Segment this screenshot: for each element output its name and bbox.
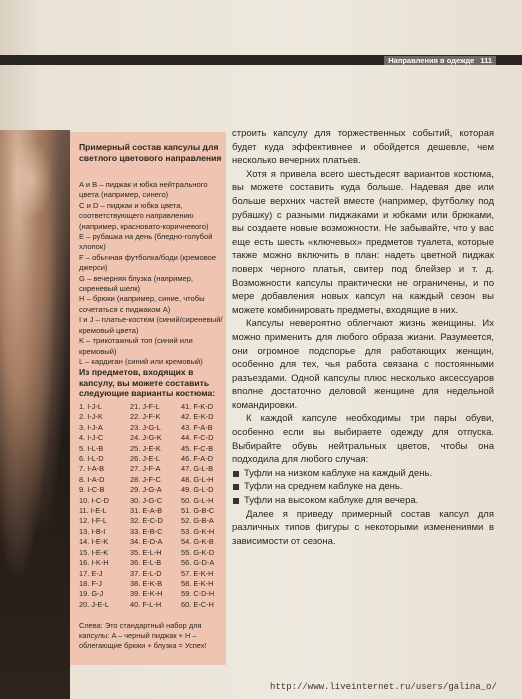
combo-item: 53. G-K-H (181, 526, 215, 536)
combo-item: 40. F-L-H (130, 599, 162, 609)
main-text-column (232, 127, 494, 548)
combo-item: 27. J-F-A (130, 464, 161, 474)
combo-item: 39. E-K-H (130, 589, 163, 599)
list-item: Туфли на среднем каблуке на день. (232, 480, 494, 494)
combo-item: 25. J-E-K (130, 443, 161, 453)
combos-grid (79, 402, 229, 610)
photo-caption: Слева: Это стандартный набор для капсулы: A – черный пиджак + H – облегающие брюки + блузка = Успех! (79, 621, 207, 650)
combo-item: 26. J-E-L (130, 454, 160, 464)
combo-item: 28. J-F-C (130, 474, 161, 484)
header-section: Направления в одежде (388, 56, 475, 65)
combo-item: 12. I-F-L (79, 516, 107, 526)
paragraph: К каждой капсуле необходимы три пары обуви, особенно если вы выбираете одежду для отпуска. Выбирайте обувь нейтральных цветов, чтобы она подходила для любого случая: (232, 413, 494, 466)
capsule-item: I и J – платье-костюм (синий/сиреневый/кремовый цвета) (79, 315, 223, 335)
combo-item: 14. I-E-K (79, 537, 109, 547)
combo-item: 45. F-C-B (181, 443, 214, 453)
combo-item: 9. I-C-B (79, 485, 105, 495)
combo-item: 36. E-L-B (130, 558, 162, 568)
page-number: 111 (480, 56, 492, 65)
combo-item: 11. I-E-L (79, 506, 107, 516)
combo-item: 59. C-D-H (181, 589, 215, 599)
capsule-item: L – кардиган (синий или кремовый) (79, 356, 203, 366)
combo-item: 5. I-L-B (79, 443, 104, 453)
combo-item: 33. E-B-C (130, 526, 163, 536)
watermark-url[interactable]: http://www.liveinternet.ru/users/galina_o/ (270, 682, 497, 692)
capsule-items-list (79, 180, 225, 367)
list-item: Туфли на низком каблуке на каждый день. (232, 467, 494, 481)
combo-item: 23. J-G-L (130, 422, 161, 432)
combo-item: 17. E-J (79, 568, 103, 578)
combo-item: 38. E-K-B (130, 578, 163, 588)
model-photo (0, 130, 70, 699)
combo-item: 19. G-J (79, 589, 104, 599)
combo-item: 29. J-G-A (130, 485, 162, 495)
combo-item: 52. G-B-A (181, 516, 214, 526)
combo-item: 4. I-J-C (79, 433, 104, 443)
combo-item: 6. I-L-D (79, 454, 104, 464)
combo-item: 2. I-J-K (79, 412, 103, 422)
running-header (384, 56, 496, 65)
combo-item: 31. E-A-B (130, 506, 163, 516)
combo-item: 35. E-L-H (130, 547, 162, 557)
combo-item: 49. G-L-D (181, 485, 214, 495)
paragraph: Хотя я привела всего шестьдесят вариантов костюма, вы можете составить куда больше. Надевая две или больше верхних частей вместе (например, футболку под рубашку) с разными пиджаками и юбками или брюками, вы создаете новые возможности. Не забывайте, что у вас еще есть шесть «ключевых» предметов туалета, которые также можно включить в план: надеть цветной пиджак поверх черного платья, свитер под блейзер и т. д. Возможности капсулы практически не ограничены, и по мере добавления новых капсул на каждый сезон вы можете комбинировать предметы, входящие в них. (232, 168, 494, 316)
combo-item: 55. G-K-D (181, 547, 215, 557)
combo-item: 13. I-B-I (79, 526, 106, 536)
paragraph: Далее я приведу примерный состав капсул для различных типов фигуры с некоторыми изменениями в зависимости от сезона. (232, 508, 494, 547)
combo-item: 47. G-L-B (181, 464, 214, 474)
capsule-item: G – вечерняя блузка (например, сиреневый шелк) (79, 273, 194, 294)
combo-item: 41. F-K-D (181, 402, 214, 411)
combo-item: 46. F-A-D (181, 454, 214, 464)
combo-item: 48. G-L-H (181, 474, 214, 484)
combo-item: 30. J-G-C (130, 495, 163, 505)
combo-item: 57. E-K-H (181, 568, 214, 578)
combo-item: 54. G-K-B (181, 537, 214, 547)
combo-item: 58. E-K-H (181, 578, 214, 588)
combo-item: 21. J-F-L (130, 402, 160, 411)
capsule-item: F – обычная футболка/боди (кремовое джерси) (79, 252, 217, 273)
combo-item: 16. I-K-H (79, 558, 109, 568)
sidebar-title: Примерный состав капсулы для светлого цветового направления (79, 142, 222, 163)
shoes-list (232, 467, 494, 508)
combo-item: 20. J-E-L (79, 599, 109, 609)
capsule-item: H – брюки (например, синие, чтобы сочетаться с пиджаком A) (79, 294, 205, 314)
combo-item: 42. E-K-D (181, 412, 214, 422)
photo-highlight (8, 140, 53, 220)
combo-item: 34. E-D-A (130, 537, 163, 547)
capsule-item: K – трикотажный топ (синий или кремовый) (79, 336, 193, 356)
capsule-sidebar (70, 132, 226, 665)
combo-item: 1. I-J-L (79, 402, 102, 411)
capsule-item: E – рубашка на день (бледно-голубой хлопок) (79, 232, 213, 252)
combo-item: 56. G-D-A (181, 558, 215, 568)
combo-item: 50. G-L-H (181, 495, 214, 505)
capsule-item: C и D – пиджак и юбка цвета, соответствующего направлению (например, красновато-коричневого) (79, 200, 209, 231)
combo-item: 10. I-C-D (79, 495, 109, 505)
combo-item: 60. E-C-H (181, 599, 214, 609)
combo-item: 8. I-A-D (79, 474, 105, 484)
combo-item: 24. J-G-K (130, 433, 162, 443)
combo-item: 22. J-F-K (130, 412, 161, 422)
list-item: Туфли на высоком каблуке для вечера. (232, 494, 494, 508)
combo-item: 7. I-A-B (79, 464, 105, 474)
paragraph: Капсулы невероятно облегчают жизнь женщины. Их можно применить для любого образа жизни. Разумеется, они огромное подспорье для работающих женщин, особенно для тех, чья работа связана с постоянными разъездами. Одной капсулы плюс несколько аксессуаров вполне достаточно деловой женщине для недельной командировки. (232, 318, 494, 411)
combo-item: 37. E-L-D (130, 568, 162, 578)
capsule-item: A и B – пиджак и юбка нейтрального цвета (например, синего) (79, 180, 208, 200)
combos-title: Из предметов, входящих в капсулу, вы можете составить следующие варианты костюма: (79, 367, 216, 398)
combo-item: 3. I-J-A (79, 422, 103, 432)
combo-item: 15. I-E-K (79, 547, 109, 557)
combo-item: 51. G-B-C (181, 506, 215, 516)
combo-item: 44. F-C-D (181, 433, 214, 443)
paragraph: строить капсулу для торжественных событий, которая будет куда эффективнее и обойдется дешевле, чем несколько вечерних платьев. (232, 128, 494, 167)
combo-item: 32. E-C-D (130, 516, 163, 526)
combo-item: 43. F-A-B (181, 422, 213, 432)
combo-item: 18. F-J (79, 578, 102, 588)
